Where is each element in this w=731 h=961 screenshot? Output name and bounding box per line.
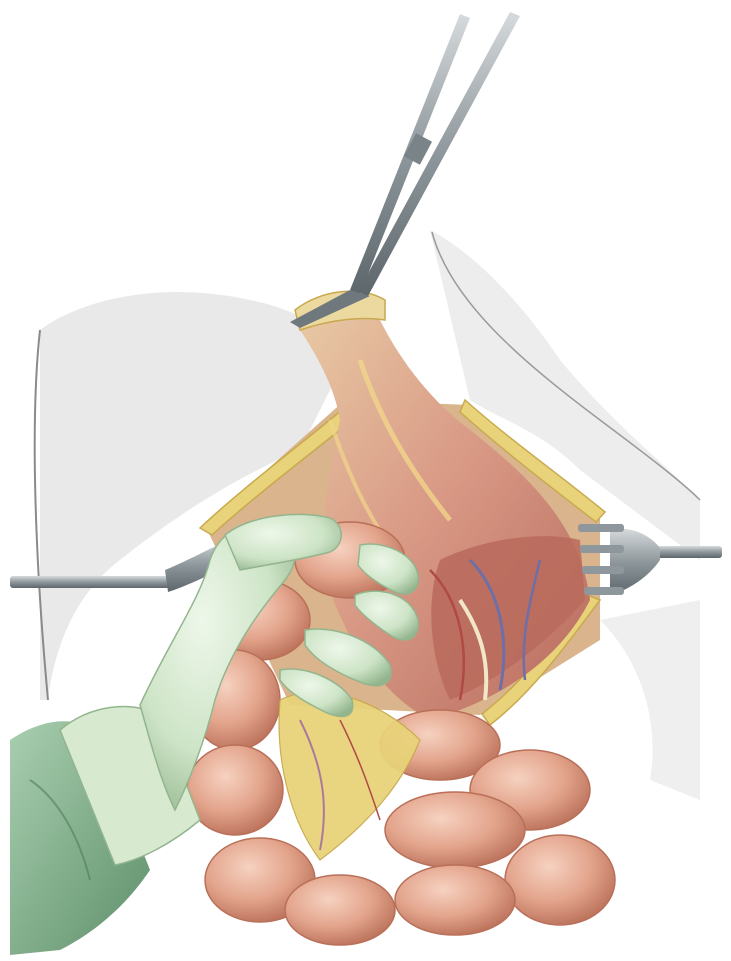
left-retractor-handle [10,576,170,588]
bowel-loop [285,875,395,945]
bowel-loop [385,792,525,868]
retractor-prong-4 [584,587,624,595]
bowel-loop [187,745,283,835]
lower-right-shadow [600,600,700,800]
bowel-loop [505,835,615,925]
retractor-prong-1 [578,524,624,532]
retractor-prong-2 [580,545,624,553]
bowel-loop [395,865,515,935]
right-retractor-base [610,529,660,595]
retractor-prong-3 [582,566,624,574]
